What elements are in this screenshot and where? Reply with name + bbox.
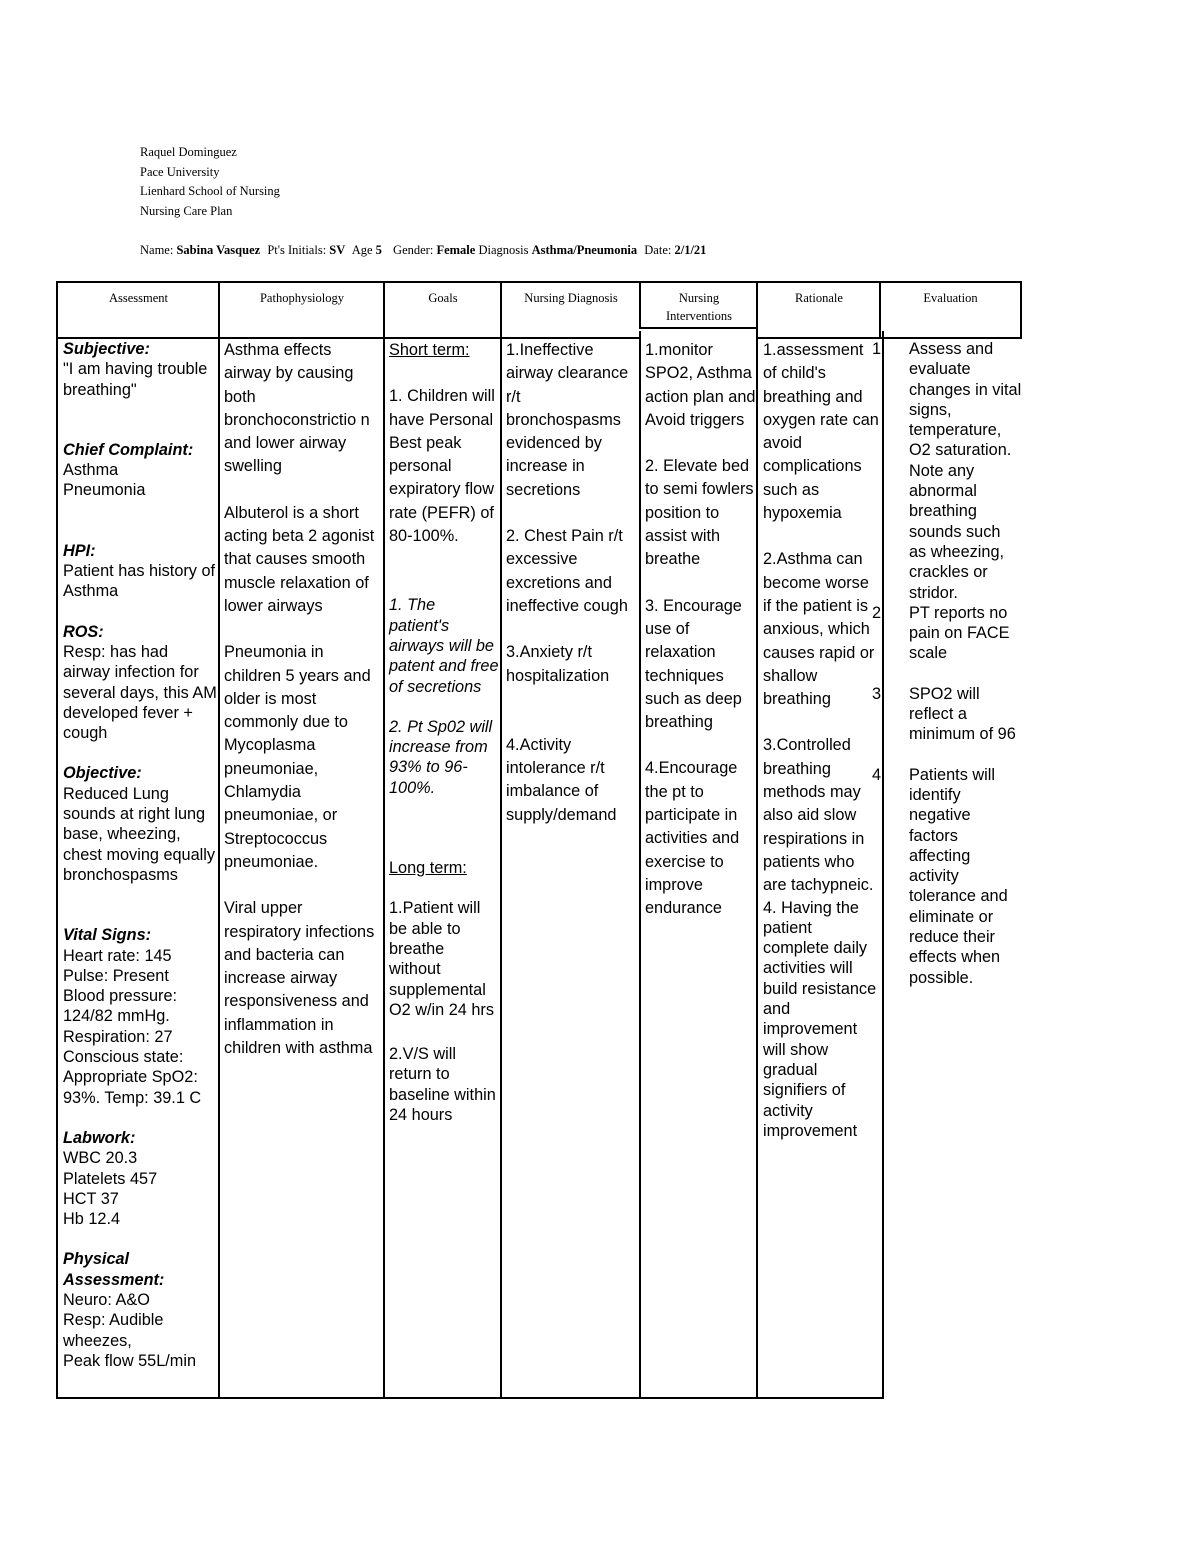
patient-initials: SV <box>329 243 346 257</box>
diagnosis-label: Diagnosis <box>478 243 529 257</box>
header-nursing-interventions: Nursing Interventions <box>639 281 757 329</box>
subjective-text: "I am having trouble breathing" <box>63 360 208 399</box>
date-label: Date: <box>644 243 672 257</box>
short-term-goal-italic: 2. Pt Sp02 will increase from 93% to 96-100%. <box>389 717 493 797</box>
patient-gender: Female <box>436 243 476 257</box>
pathophysiology-paragraph: Pneumonia in children 5 years and older is most commonly due to Mycoplasma pneumoniae, Chlamydia pneumoniae, or Streptococcus pneumoniae. <box>224 643 371 871</box>
nursing-diagnosis-item: 4.Activity intolerance r/t imbalance of supply/demand <box>506 735 617 824</box>
evaluation-item <box>872 603 1022 664</box>
evaluation-list <box>872 339 1022 988</box>
care-plan-date: 2/1/21 <box>674 243 707 257</box>
pathophysiology-paragraph: Viral upper respiratory infections and bacteria can increase airway responsiveness and inflammation in children with asthma <box>224 899 375 1058</box>
labwork-item: Platelets 457 <box>63 1169 158 1188</box>
vital-sign-item: Blood pressure: 124/82 mmHg. <box>63 987 178 1026</box>
intervention-item: 2. Elevate bed to semi fowlers position to assist with breathe <box>645 457 754 569</box>
nursing-diagnosis-item: 3.Anxiety r/t hospitalization <box>506 643 610 685</box>
rationale-item: 1.assessment of child's breathing and oxygen rate can avoid complications such as hypoxemia <box>763 341 879 523</box>
age-label: Age <box>351 243 373 257</box>
university-name: Pace University <box>140 164 220 179</box>
subjective-title: Subjective: <box>63 340 150 358</box>
evaluation-text: PT reports no pain on FACE scale <box>909 603 1010 663</box>
vital-sign-item: Heart rate: 145 <box>63 946 172 965</box>
initials-label: Pt's Initials: <box>267 243 327 257</box>
patient-info-line <box>140 243 706 258</box>
header-nursing-diagnosis: Nursing Diagnosis <box>500 281 640 339</box>
evaluation-number: 2. <box>872 603 886 622</box>
vital-sign-item: Conscious state: Appropriate SpO2: 93%. Temp: 39.1 C <box>63 1048 202 1107</box>
hpi-text: Patient has history of Asthma <box>63 562 216 601</box>
nursing-diagnosis-item: 1.Ineffective airway clearance r/t bronchospasms evidenced by increase in secretions <box>506 341 629 499</box>
patient-age: 5 <box>375 243 382 257</box>
column-divider <box>639 331 641 1397</box>
header-pathophysiology: Pathophysiology <box>218 281 384 339</box>
chief-complaint-item: Asthma <box>63 461 119 480</box>
nursing-diagnosis-column <box>506 339 638 827</box>
rationale-item: 2.Asthma can become worse if the patient is anxious, which causes rapid or shallow breathing <box>763 550 875 709</box>
objective-title: Objective: <box>63 764 142 783</box>
evaluation-number: 1. <box>872 340 886 358</box>
pathophysiology-paragraph: Albuterol is a short acting beta 2 agonist that causes smooth muscle relaxation of lower airways <box>224 503 375 615</box>
labwork-item: HCT 37 <box>63 1189 119 1208</box>
evaluation-item <box>872 684 1022 745</box>
long-term-goal: 1.Patient will be able to breathe without supplemental O2 w/in 24 hrs <box>389 899 494 1019</box>
long-term-goal: 2.V/S will return to baseline within 24 hours <box>389 1045 496 1125</box>
vital-sign-item: Respiration: 27 <box>63 1027 173 1046</box>
ros-text: Resp: has had airway infection for several days, this AM developed fever + cough <box>63 642 217 743</box>
gender-label: Gender: <box>393 243 434 257</box>
column-divider <box>383 331 385 1397</box>
document-title: Nursing Care Plan <box>140 203 233 218</box>
evaluation-item <box>872 339 1022 603</box>
short-term-title: Short term: <box>389 341 470 359</box>
pathophysiology-column <box>224 339 382 1060</box>
long-term-title: Long term: <box>389 859 467 878</box>
evaluation-text: Patients will identify negative factors affecting activity tolerance and eliminate or reduce their effects when possible. <box>909 765 1008 987</box>
rationale-column <box>763 339 879 1141</box>
nursing-interventions-column <box>645 339 757 921</box>
physical-assessment-item: Peak flow 55L/min <box>63 1351 197 1370</box>
student-name: Raquel Dominguez <box>140 145 237 159</box>
physical-assessment-item: Resp: Audible wheezes, <box>63 1311 164 1350</box>
physical-assessment-item: Neuro: A&O <box>63 1290 150 1309</box>
assessment-column <box>63 339 219 1371</box>
name-label: Name: <box>140 243 174 257</box>
labwork-title: Labwork: <box>63 1128 136 1147</box>
rationale-item: 3.Controlled breathing methods may also aid slow respirations in patients who are tachypneic. <box>763 736 874 895</box>
column-divider <box>500 331 502 1397</box>
short-term-goal-italic: 1. The patient's airways will be patent and free of secretions <box>389 596 499 696</box>
intervention-item: 1.monitor SPO2, Asthma action plan and Avoid triggers <box>645 341 756 429</box>
ros-title: ROS: <box>63 622 104 641</box>
physical-assessment-title: Physical Assessment: <box>63 1250 165 1289</box>
header-assessment: Assessment <box>56 281 219 339</box>
document-header <box>140 143 280 221</box>
header-goals: Goals <box>383 281 501 339</box>
goals-column <box>389 339 499 1125</box>
header-rationale: Rationale <box>756 281 880 339</box>
school-name: Lienhard School of Nursing <box>140 184 280 198</box>
pathophysiology-paragraph: Asthma effects airway by causing both bronchoconstrictio n and lower airway swelling <box>224 341 370 476</box>
rationale-item: 4. Having the patient complete daily activities will build resistance and improvement will show gradual signifiers of activity improvement <box>763 898 877 1140</box>
chief-complaint-item: Pneumonia <box>63 481 146 500</box>
intervention-item: 4.Encourage the pt to participate in activities and exercise to improve endurance <box>645 759 740 918</box>
labwork-item: WBC 20.3 <box>63 1149 138 1168</box>
vital-sign-item: Pulse: Present <box>63 966 169 985</box>
evaluation-text: Assess and evaluate changes in vital signs, temperature, O2 saturation. Note any abnormal breathing sounds such as wheezing, crackles or stridor. <box>909 340 1022 602</box>
evaluation-number: 4. <box>872 765 886 784</box>
evaluation-text: SPO2 will reflect a minimum of 96 <box>909 684 1016 744</box>
intervention-item: 3. Encourage use of relaxation techniques such as deep breathing <box>645 596 742 732</box>
labwork-item: Hb 12.4 <box>63 1210 121 1229</box>
header-evaluation: Evaluation <box>879 281 1022 339</box>
evaluation-number: 3. <box>872 684 886 703</box>
nursing-diagnosis-item: 2. Chest Pain r/t excessive excretions and ineffective cough <box>506 527 628 615</box>
evaluation-item <box>872 765 1022 988</box>
patient-diagnosis: Asthma/Pneumonia <box>531 243 638 257</box>
objective-text: Reduced Lung sounds at right lung base, wheezing, chest moving equally bronchospasms <box>63 784 216 884</box>
chief-complaint-title: Chief Complaint: <box>63 440 194 459</box>
patient-name: Sabina Vasquez <box>176 243 261 257</box>
short-term-goal: 1. Children will have Personal Best peak personal expiratory flow rate (PEFR) of 80-100%. <box>389 387 495 546</box>
table-header-row <box>56 281 1022 331</box>
hpi-title: HPI: <box>63 541 96 560</box>
vital-signs-title: Vital Signs: <box>63 926 152 945</box>
